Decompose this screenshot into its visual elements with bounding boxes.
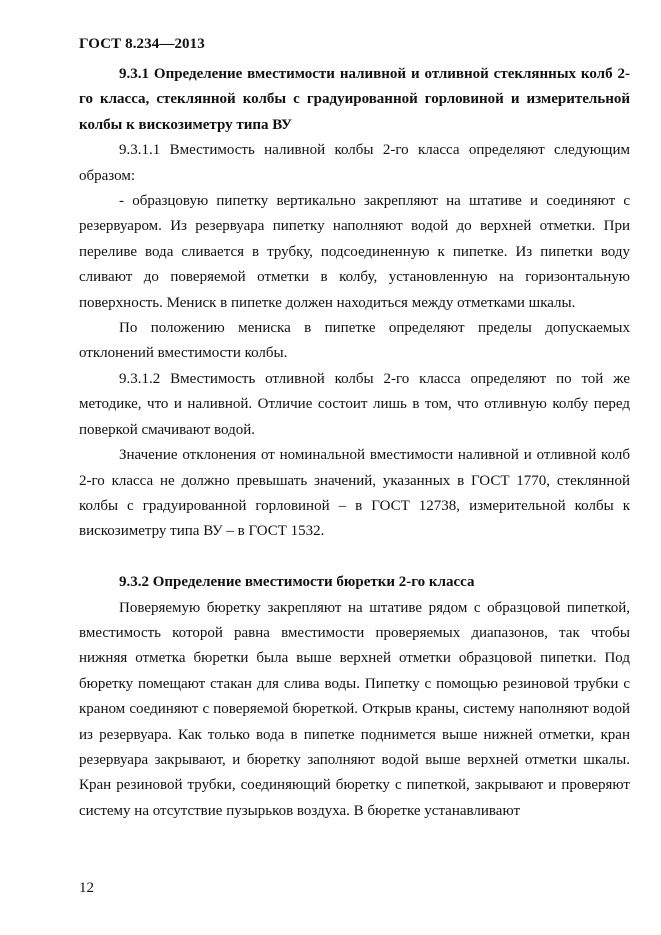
paragraph: По положению мениска в пипетке определяют пределы допускаемых отклонений вместимости колбы. <box>79 320 630 362</box>
paragraph: 9.3.1.1 Вместимость наливной колбы 2-го класса определяют следующим образом: <box>79 142 630 184</box>
paragraph: Значение отклонения от номинальной вместимости наливной и отливной колб 2-го класса не должно превышать значений, указанных в ГОСТ 1770, стеклянной колбы с градуированной горловиной – в ГОСТ 12738, измерительной колбы к вискозиметру типа ВУ – в ГОСТ 1532. <box>79 447 630 540</box>
document-body <box>79 62 630 824</box>
page-number: 12 <box>79 880 94 896</box>
paragraph: Поверяемую бюретку закрепляют на штативе рядом с образцовой пипеткой, вместимость которой равна вместимости проверяемых диапазонов, так чтобы нижняя отметка бюретки была выше верхней отметки образцовой пипетки. Под бюретку помещают стакан для слива воды. Пипетку с помощью резиновой трубки с краном соединяют с поверяемой бюреткой. Открыв краны, систему наполняют водой из резервуара. Как только вода в пипетке поднимется выше нижней отметки, кран резервуара закрывают, и бюретку заполняют водой выше верхней отметки шкалы. Кран резиновой трубки, соединяющий бюретку с пипеткой, закрывают и проверяют систему на отсутствие пузырьков воздуха. В бюретке устанавливают <box>79 599 630 819</box>
section-heading-9-3-2: 9.3.2 Определение вместимости бюретки 2-го класса <box>119 574 475 591</box>
section-gap <box>79 545 630 570</box>
document-header: ГОСТ 8.234—2013 <box>79 36 205 52</box>
paragraph: 9.3.1.2 Вместимость отливной колбы 2-го класса определяют по той же методике, что и наливной. Отличие состоит лишь в том, что отливную колбу перед поверкой смачивают водой. <box>79 370 630 438</box>
section-heading-9-3-1: 9.3.1 Определение вместимости наливной и отливной стеклянных колб 2-го класса, стеклянной колбы с градуированной горловиной и измерительной колбы к вискозиметру типа ВУ <box>79 66 630 133</box>
paragraph: - образцовую пипетку вертикально закрепляют на штативе и соединяют с резервуаром. Из резервуара пипетку наполняют водой до верхней отметки. При переливе вода сливается в трубку, подсоединенную к пипетке. Из пипетки воду сливают до поверяемой отметки в колбу, установленную на горизонтальную поверхность. Мениск в пипетке должен находиться между отметками шкалы. <box>79 193 630 311</box>
